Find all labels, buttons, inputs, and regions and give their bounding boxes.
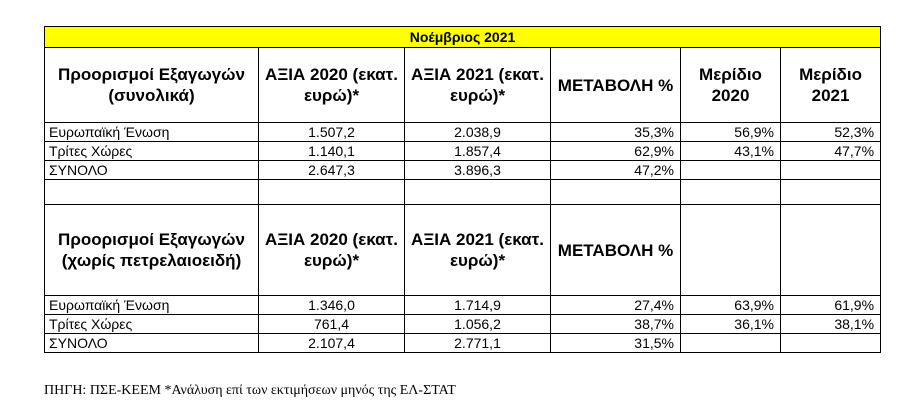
row-label: Τρίτες Χώρες — [45, 315, 259, 334]
share-2021 — [781, 161, 881, 180]
share-2021: 61,9% — [781, 296, 881, 315]
value-2021: 3.896,3 — [405, 161, 551, 180]
source-note: ΠΗΓΗ: ΠΣΕ-ΚΕΕΜ *Ανάλυση επί των εκτιμήσεων μηνός της ΕΛ-ΣΤΑΤ — [44, 383, 456, 398]
table-row — [45, 123, 881, 142]
change-value: 31,5% — [551, 334, 681, 353]
share-2020: 43,1% — [681, 142, 781, 161]
change-value: 62,9% — [551, 142, 681, 161]
exports-table — [44, 26, 881, 353]
header-row-total — [45, 48, 881, 123]
value-2020: 1.140,1 — [259, 142, 405, 161]
share-2020 — [681, 161, 781, 180]
value-2020: 2.647,3 — [259, 161, 405, 180]
share-2021: 38,1% — [781, 315, 881, 334]
value-2021: 1.714,9 — [405, 296, 551, 315]
header-value-2021: ΑΞΙΑ 2021 (εκατ. ευρώ)* — [405, 48, 551, 123]
row-label: Ευρωπαϊκή Ένωση — [45, 123, 259, 142]
table-row — [45, 315, 881, 334]
row-label: ΣΥΝΟΛΟ — [45, 161, 259, 180]
change-value: 27,4% — [551, 296, 681, 315]
value-2021: 1.857,4 — [405, 142, 551, 161]
value-2020: 2.107,4 — [259, 334, 405, 353]
header-empty — [681, 205, 781, 296]
header-change: ΜΕΤΑΒΟΛΗ % — [551, 48, 681, 123]
change-value: 35,3% — [551, 123, 681, 142]
spacer-row — [45, 180, 881, 205]
value-2020: 1.346,0 — [259, 296, 405, 315]
share-2020: 56,9% — [681, 123, 781, 142]
share-2020: 63,9% — [681, 296, 781, 315]
share-2020 — [681, 334, 781, 353]
header-destinations: Προορισμοί Εξαγωγών (συνολικά) — [45, 48, 259, 123]
share-2021: 52,3% — [781, 123, 881, 142]
value-2020: 761,4 — [259, 315, 405, 334]
share-2021: 47,7% — [781, 142, 881, 161]
header-row-non-oil — [45, 205, 881, 296]
share-2021 — [781, 334, 881, 353]
header-change: ΜΕΤΑΒΟΛΗ % — [551, 205, 681, 296]
table-row — [45, 334, 881, 353]
row-label: ΣΥΝΟΛΟ — [45, 334, 259, 353]
value-2021: 1.056,2 — [405, 315, 551, 334]
change-value: 38,7% — [551, 315, 681, 334]
value-2021: 2.771,1 — [405, 334, 551, 353]
table-row — [45, 296, 881, 315]
header-value-2020: ΑΞΙΑ 2020 (εκατ. ευρώ)* — [259, 48, 405, 123]
value-2020: 1.507,2 — [259, 123, 405, 142]
row-label: Τρίτες Χώρες — [45, 142, 259, 161]
title-row — [45, 27, 881, 48]
row-label: Ευρωπαϊκή Ένωση — [45, 296, 259, 315]
table-title: Νοέμβριος 2021 — [45, 27, 881, 48]
header-share-2020: Μερίδιο 2020 — [681, 48, 781, 123]
header-value-2021: ΑΞΙΑ 2021 (εκατ. ευρώ)* — [405, 205, 551, 296]
header-share-2021: Μερίδιο 2021 — [781, 48, 881, 123]
header-empty — [781, 205, 881, 296]
table-row — [45, 161, 881, 180]
change-value: 47,2% — [551, 161, 681, 180]
header-value-2020: ΑΞΙΑ 2020 (εκατ. ευρώ)* — [259, 205, 405, 296]
share-2020: 36,1% — [681, 315, 781, 334]
table-row — [45, 142, 881, 161]
header-destinations: Προορισμοί Εξαγωγών (χωρίς πετρελαιοειδή) — [45, 205, 259, 296]
value-2021: 2.038,9 — [405, 123, 551, 142]
